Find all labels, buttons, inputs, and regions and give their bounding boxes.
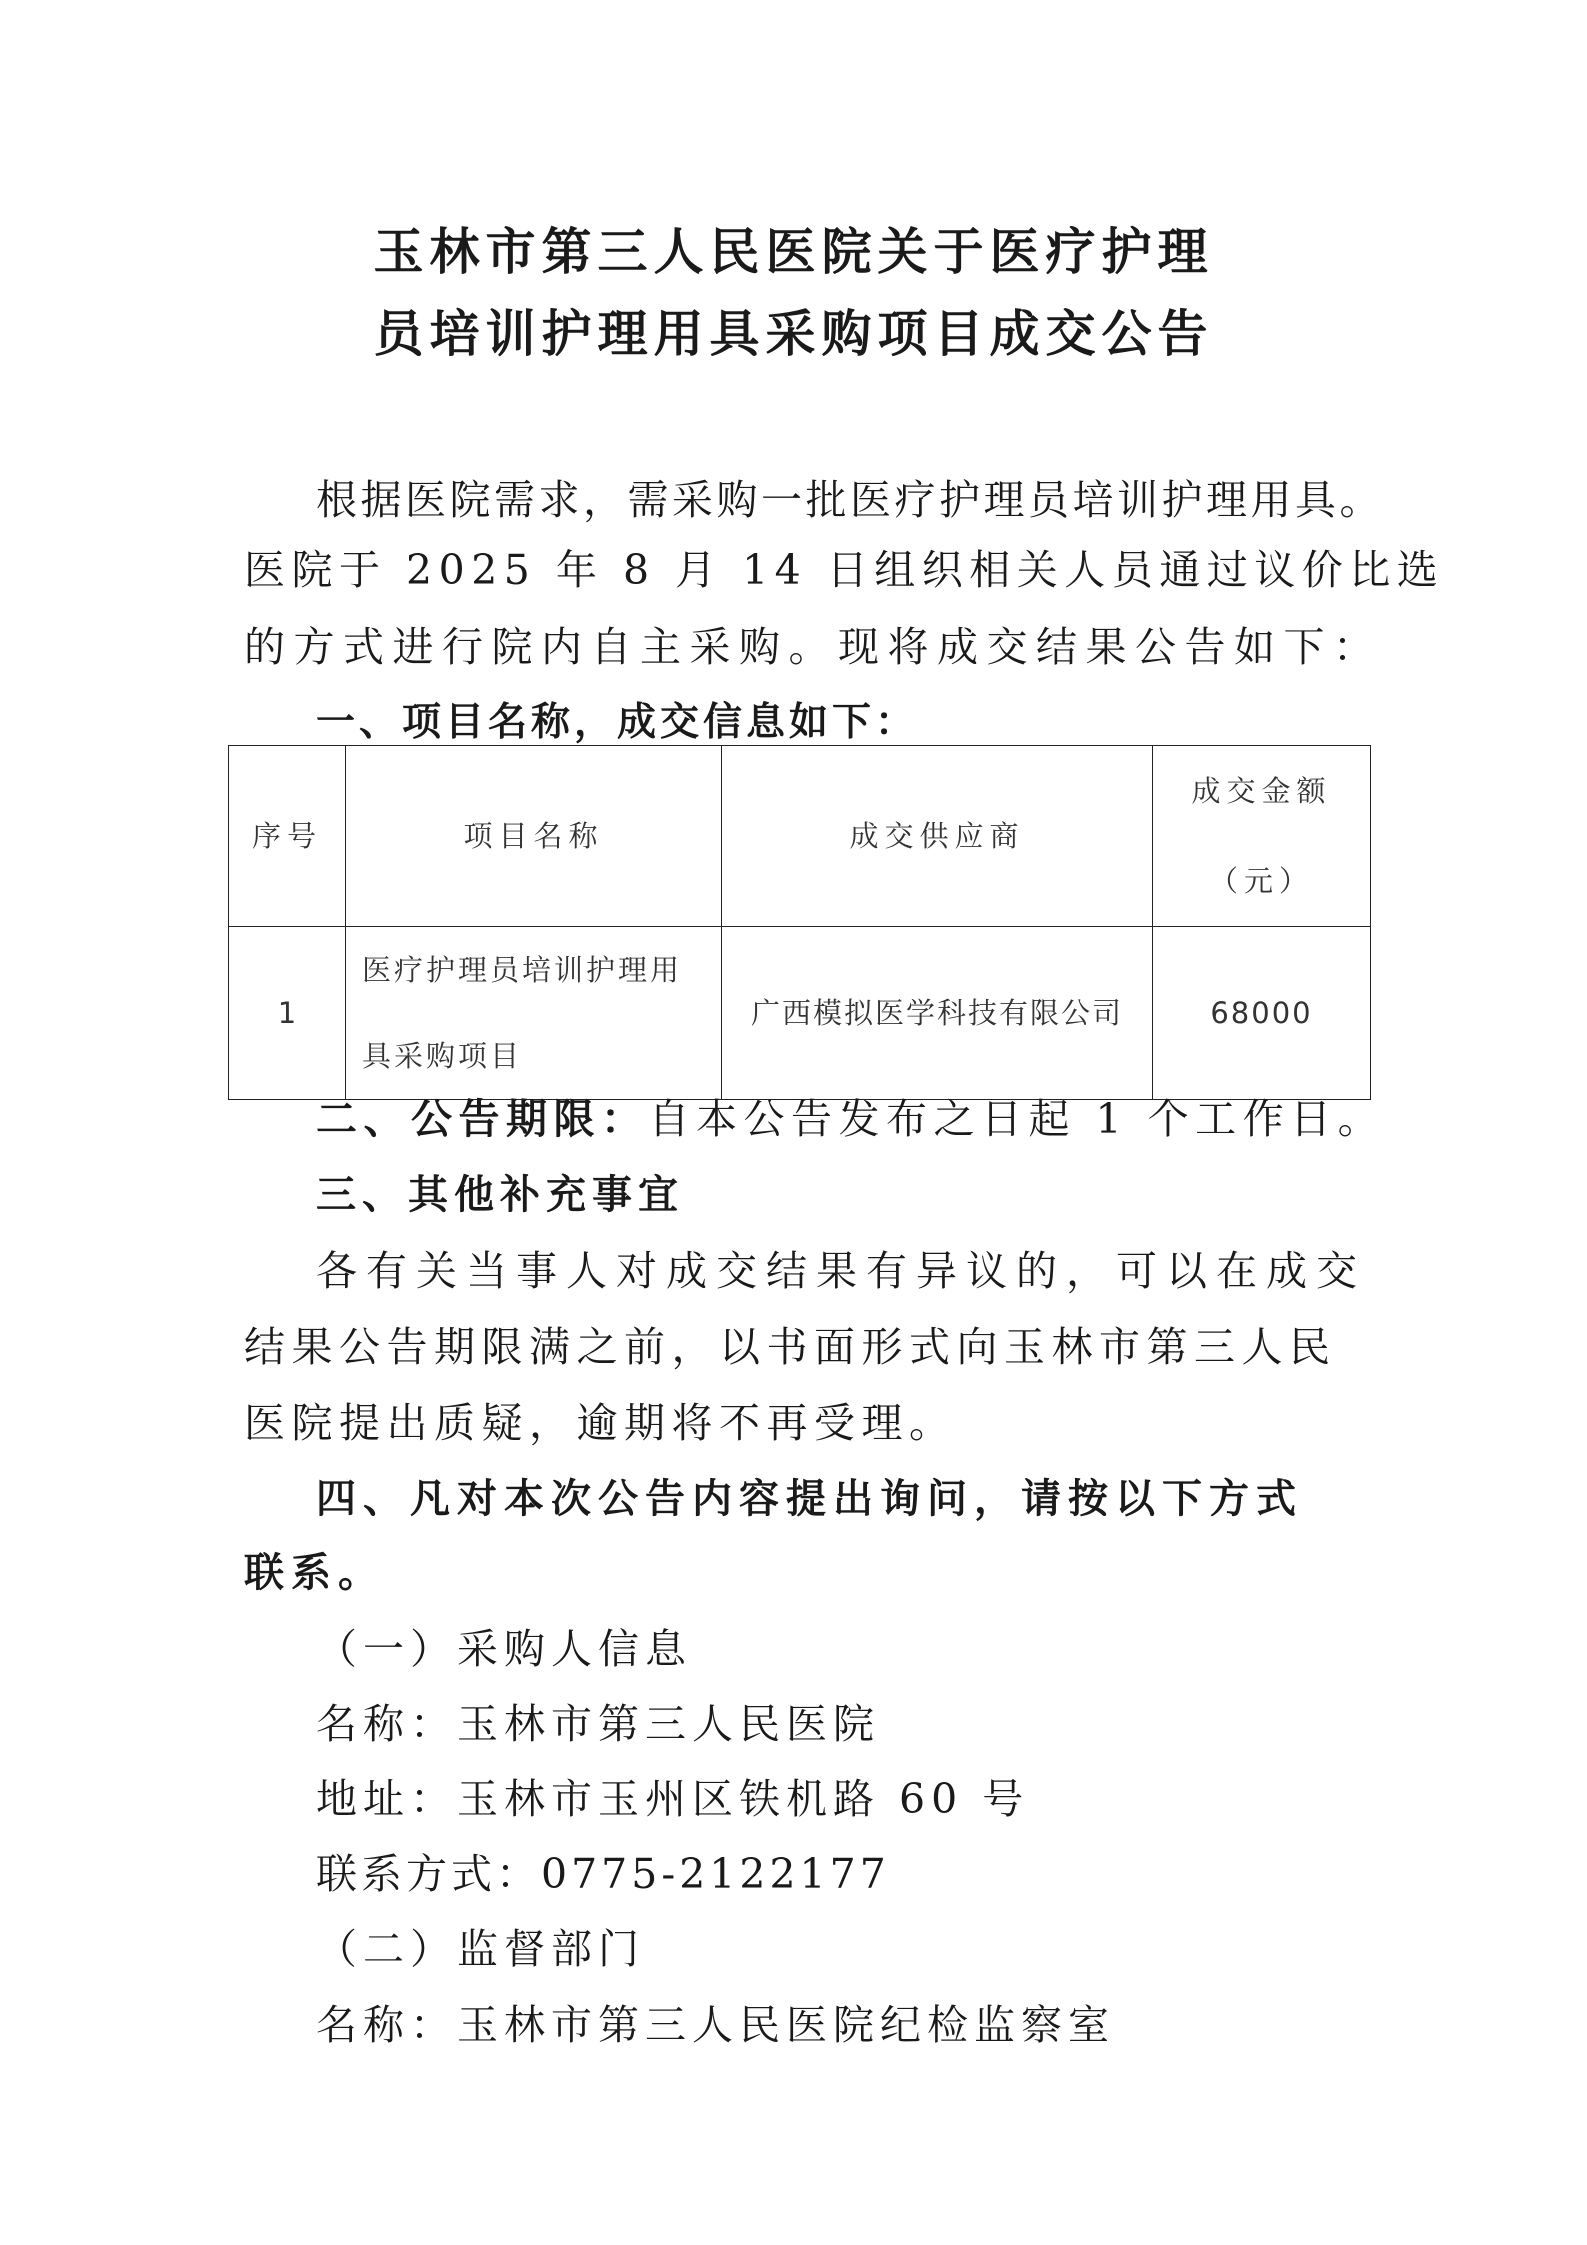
row-index: 1 bbox=[229, 927, 346, 1100]
section-2-text: 自本公告发布之日起 1 个工作日。 bbox=[648, 1095, 1386, 1143]
section-2-heading: 二、公告期限： bbox=[316, 1095, 649, 1143]
intro-line-1: 根据医院需求，需采购一批医疗护理员培训护理用具。 bbox=[316, 476, 1384, 524]
section-3-line-3: 医院提出质疑，逾期将不再受理。 bbox=[244, 1399, 957, 1447]
row-project-name-line-2: 具采购项目 bbox=[362, 1039, 523, 1073]
purchaser-name: 名称：玉林市第三人民医院 bbox=[316, 1700, 880, 1748]
row-project-name-line-1: 医疗护理员培训护理用 bbox=[362, 953, 683, 987]
supervisor-heading: （二）监督部门 bbox=[316, 1925, 645, 1973]
intro-line-3: 的方式进行院内自主采购。现将成交结果公告如下： bbox=[244, 623, 1383, 671]
header-amount-line-1: 成交金额 bbox=[1191, 774, 1332, 808]
header-project-name: 项目名称 bbox=[346, 746, 722, 927]
section-3-line-2: 结果公告期限满之前，以书面形式向玉林市第三人民 bbox=[244, 1323, 1337, 1371]
row-amount: 68000 bbox=[1153, 927, 1371, 1100]
result-table bbox=[228, 745, 1371, 1100]
purchaser-contact: 联系方式：0775-2122177 bbox=[316, 1850, 890, 1898]
intro-line-2: 医院于 2025 年 8 月 14 日组织相关人员通过议价比选 bbox=[244, 546, 1445, 594]
header-amount-line-2: （元） bbox=[1208, 864, 1314, 898]
section-3-line-1: 各有关当事人对成交结果有异议的，可以在成交 bbox=[316, 1247, 1366, 1295]
section-4-line-2: 联系。 bbox=[244, 1550, 385, 1596]
document-title-line-2: 员培训护理用具采购项目成交公告 bbox=[373, 305, 1214, 363]
document-title-line-1: 玉林市第三人民医院关于医疗护理 bbox=[373, 223, 1214, 281]
purchaser-address: 地址：玉林市玉州区铁机路 60 号 bbox=[316, 1775, 1030, 1823]
header-supplier: 成交供应商 bbox=[722, 746, 1153, 927]
section-2 bbox=[316, 1095, 1386, 1143]
row-supplier: 广西模拟医学科技有限公司 bbox=[722, 927, 1153, 1100]
purchaser-heading: （一）采购人信息 bbox=[316, 1625, 692, 1673]
section-3-heading: 三、其他补充事宜 bbox=[316, 1172, 684, 1218]
table-header-row bbox=[229, 746, 1371, 927]
table-row bbox=[229, 927, 1371, 1100]
supervisor-name: 名称：玉林市第三人民医院纪检监察室 bbox=[316, 2001, 1115, 2049]
section-4-line-1: 四、凡对本次公告内容提出询问，请按以下方式 bbox=[316, 1476, 1303, 1522]
row-project-name bbox=[346, 927, 722, 1100]
header-amount bbox=[1153, 746, 1371, 927]
section-1-heading: 一、项目名称，成交信息如下： bbox=[316, 700, 919, 745]
header-index: 序号 bbox=[229, 746, 346, 927]
